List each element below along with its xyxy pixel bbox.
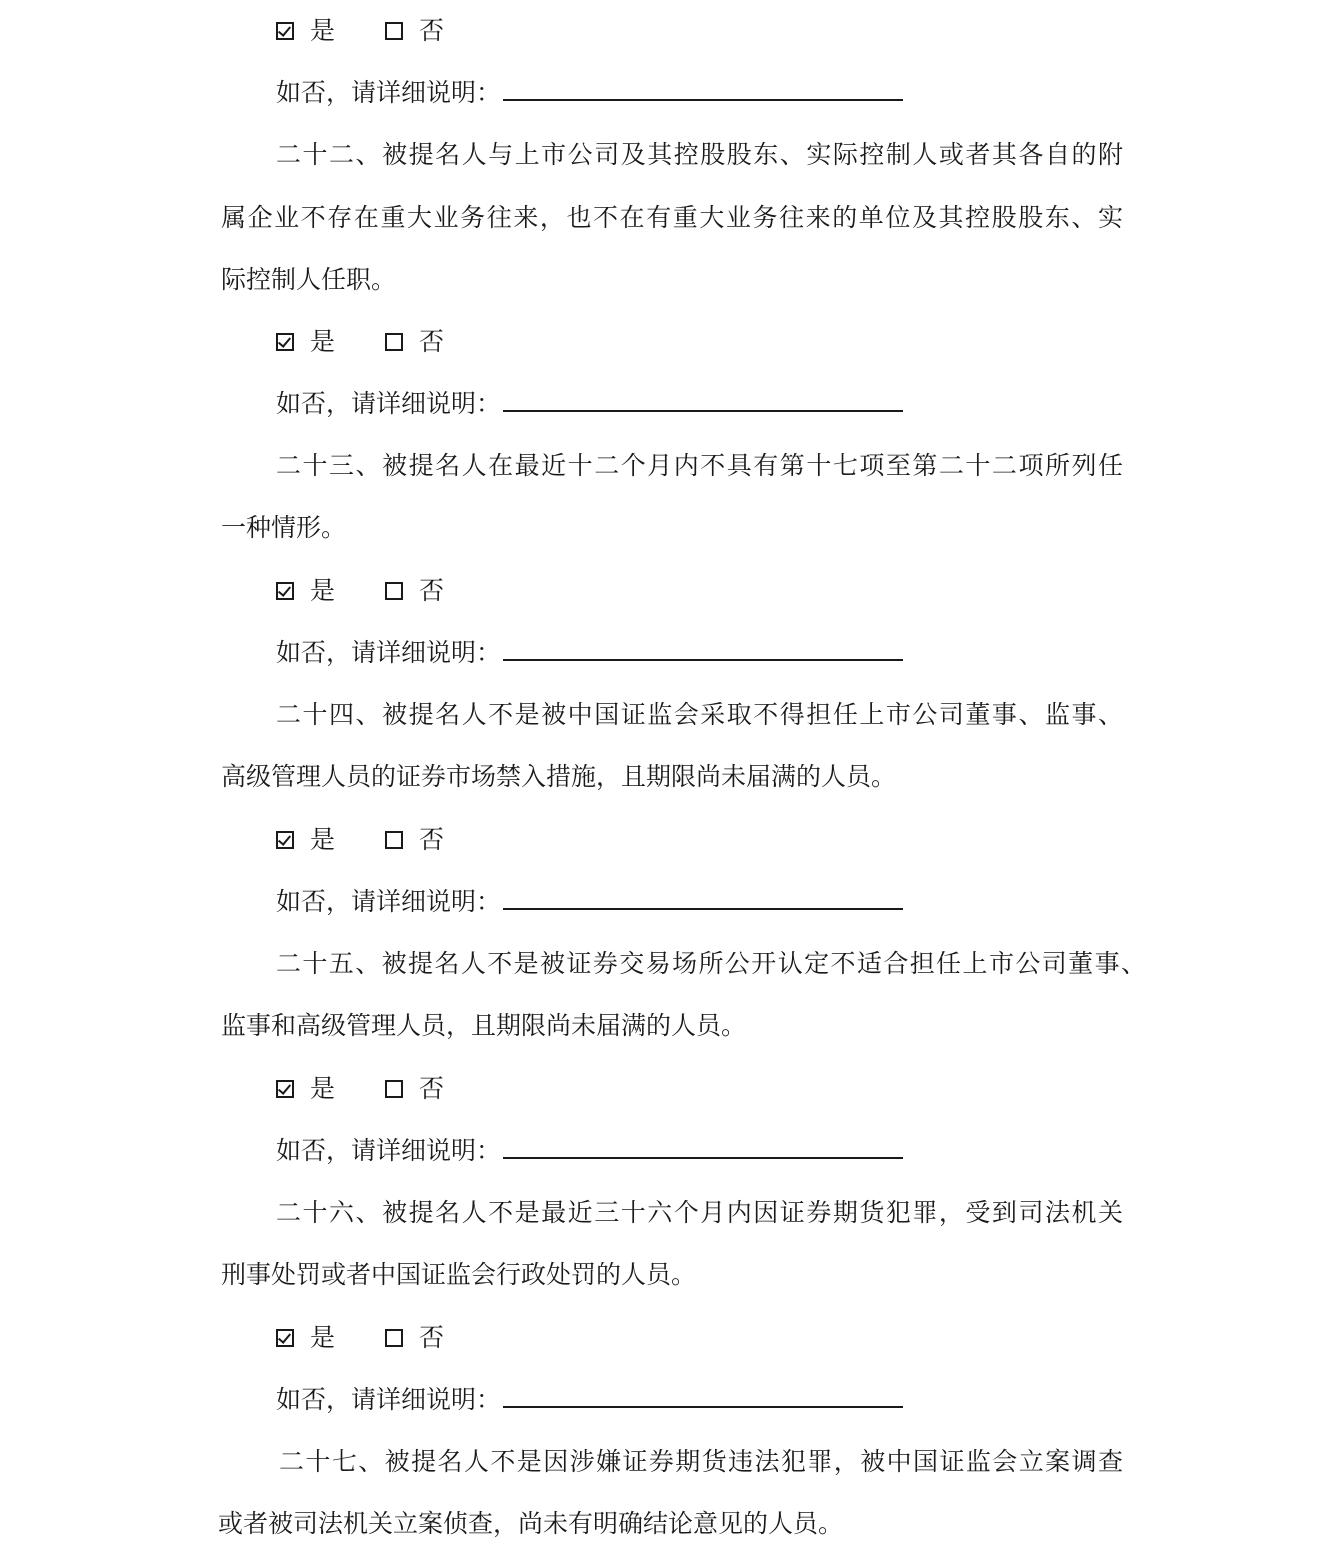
item-26-line-2: 刑事处罚或者中国证监会行政处罚的人员。 (221, 1260, 697, 1289)
explain-label: 如否，请详细说明： (276, 638, 502, 667)
yes-checkbox[interactable] (276, 1329, 294, 1347)
yes-checkbox[interactable] (276, 1080, 294, 1098)
yes-label: 是 (310, 825, 336, 854)
yes-checkbox[interactable] (276, 22, 294, 40)
no-label: 否 (419, 576, 445, 605)
no-checkbox[interactable] (385, 22, 403, 40)
no-label: 否 (419, 16, 445, 45)
yes-checkbox[interactable] (276, 333, 294, 351)
item-22-line-3: 际控制人任职。 (221, 265, 397, 294)
no-checkbox[interactable] (385, 831, 403, 849)
explain-row-q25 (276, 1134, 903, 1168)
yes-label: 是 (310, 1074, 336, 1103)
no-label: 否 (419, 825, 445, 854)
no-label: 否 (419, 327, 445, 356)
explain-blank-field[interactable] (503, 1384, 903, 1408)
explain-row-q24 (276, 885, 903, 919)
yes-label: 是 (310, 1323, 336, 1352)
item-24-line-1: 二十四、被提名人不是被中国证监会采取不得担任上市公司董事、监事、 (276, 700, 1123, 729)
item-26-line-1: 二十六、被提名人不是最近三十六个月内因证券期货犯罪，受到司法机关 (276, 1198, 1123, 1227)
explain-label: 如否，请详细说明： (276, 389, 502, 418)
answer-row-q24 (276, 823, 444, 857)
explain-blank-field[interactable] (503, 637, 903, 661)
explain-row-q21 (276, 76, 903, 110)
no-checkbox[interactable] (385, 1329, 403, 1347)
yes-label: 是 (310, 16, 336, 45)
item-25-line-2: 监事和高级管理人员，且期限尚未届满的人员。 (221, 1011, 747, 1040)
no-label: 否 (419, 1074, 445, 1103)
yes-checkbox[interactable] (276, 582, 294, 600)
item-23-line-1: 二十三、被提名人在最近十二个月内不具有第十七项至第二十二项所列任 (276, 451, 1123, 480)
yes-label: 是 (310, 576, 336, 605)
answer-row-q21 (276, 14, 444, 48)
item-22-line-2: 属企业不存在重大业务往来，也不在有重大业务往来的单位及其控股股东、实 (221, 203, 1123, 232)
item-27-line-1: 二十七、被提名人不是因涉嫌证券期货违法犯罪，被中国证监会立案调查 (279, 1447, 1123, 1476)
answer-row-q26 (276, 1321, 444, 1355)
explain-blank-field[interactable] (503, 1135, 903, 1159)
answer-row-q23 (276, 574, 444, 608)
explain-row-q22 (276, 387, 903, 421)
explain-blank-field[interactable] (503, 388, 903, 412)
item-27-line-2: 或者被司法机关立案侦查，尚未有明确结论意见的人员。 (218, 1509, 844, 1538)
no-checkbox[interactable] (385, 582, 403, 600)
item-25-line-1: 二十五、被提名人不是被证券交易场所公开认定不适合担任上市公司董事、 (276, 949, 1146, 978)
answer-row-q22 (276, 325, 444, 359)
yes-label: 是 (310, 327, 336, 356)
explain-row-q23 (276, 636, 903, 670)
item-23-line-2: 一种情形。 (221, 513, 347, 542)
explain-row-q26 (276, 1383, 903, 1417)
yes-checkbox[interactable] (276, 831, 294, 849)
explain-blank-field[interactable] (503, 886, 903, 910)
explain-label: 如否，请详细说明： (276, 887, 502, 916)
answer-row-q25 (276, 1072, 444, 1106)
explain-label: 如否，请详细说明： (276, 1136, 502, 1165)
item-24-line-2: 高级管理人员的证券市场禁入措施，且期限尚未届满的人员。 (221, 762, 897, 791)
no-checkbox[interactable] (385, 333, 403, 351)
no-checkbox[interactable] (385, 1080, 403, 1098)
no-label: 否 (419, 1323, 445, 1352)
explain-blank-field[interactable] (503, 77, 903, 101)
explain-label: 如否，请详细说明： (276, 78, 502, 107)
explain-label: 如否，请详细说明： (276, 1385, 502, 1414)
item-22-line-1: 二十二、被提名人与上市公司及其控股股东、实际控制人或者其各自的附 (276, 140, 1123, 169)
